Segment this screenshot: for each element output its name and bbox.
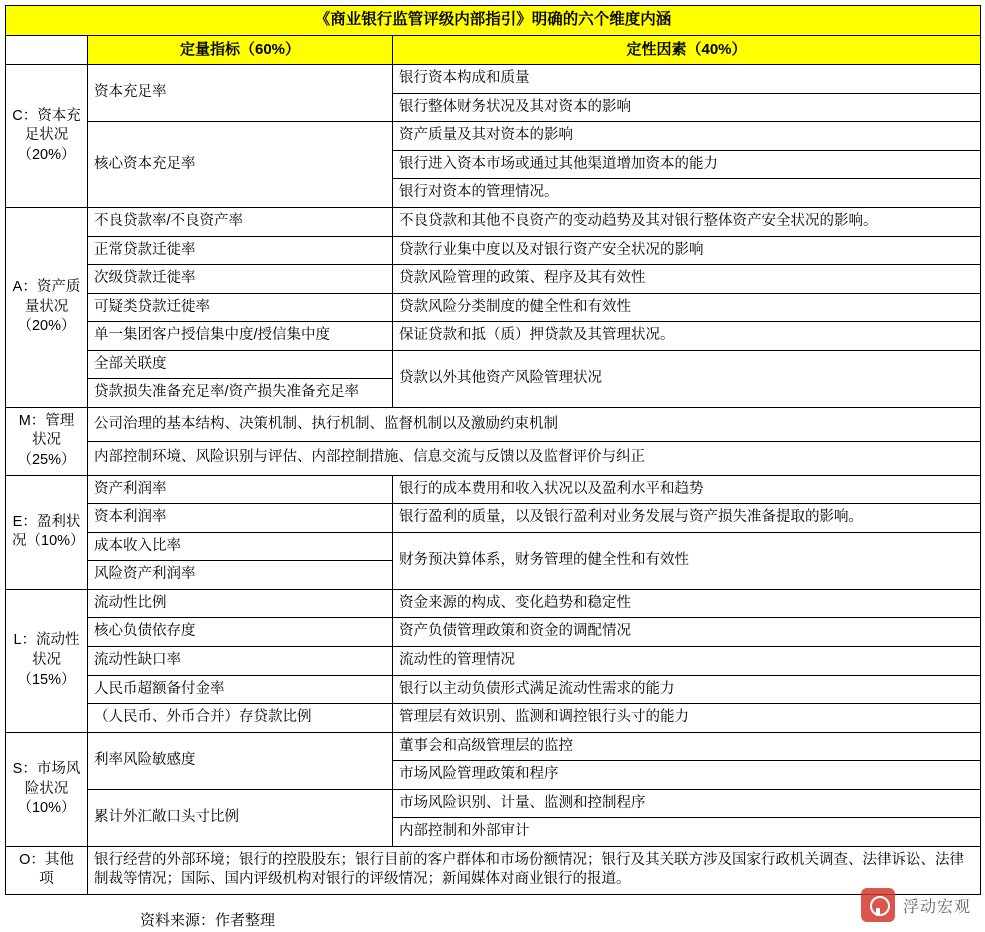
qualitative-factor: 贷款以外其他资产风险管理状况 [393, 350, 981, 407]
table-row [6, 789, 981, 818]
qualitative-factor: 资产负债管理政策和资金的调配情况 [393, 618, 981, 647]
quantitative-indicator: 核心资本充足率 [88, 122, 393, 208]
header-qualitative: 定性因素（40%） [393, 35, 981, 64]
quantitative-indicator: 次级贷款迁徙率 [88, 265, 393, 294]
compass-icon [861, 888, 895, 922]
table-row [6, 704, 981, 733]
table-row [6, 589, 981, 618]
management-factor: 公司治理的基本结构、决策机制、执行机制、监督机制以及激励约束机制 [88, 407, 981, 441]
qualitative-factor: 资金来源的构成、变化趋势和稳定性 [393, 589, 981, 618]
table-row [6, 236, 981, 265]
qualitative-factor: 保证贷款和抵（质）押贷款及其管理状况。 [393, 322, 981, 351]
watermark-text: 浮动宏观 [902, 898, 971, 916]
dimension-label: S：市场风险状况（10%） [6, 732, 88, 846]
quantitative-indicator: 核心负债依存度 [88, 618, 393, 647]
quantitative-indicator: 成本收入比率 [88, 532, 393, 561]
qualitative-factor: 流动性的管理情况 [393, 646, 981, 675]
page-title: 《商业银行监管评级内部指引》明确的六个维度内涵 [6, 6, 981, 36]
other-factor: 银行经营的外部环境；银行的控股股东；银行目前的客户群体和市场份额情况；银行及其关联方涉及国家行政机关调查、法律诉讼、法律制裁等情况；国际、国内评级机构对银行的评级情况；新闻媒体对商业银行的报道。 [88, 846, 981, 894]
quantitative-indicator: 资本利润率 [88, 504, 393, 533]
quantitative-indicator: 流动性缺口率 [88, 646, 393, 675]
dimension-label: A：资产质量状况（20%） [6, 207, 88, 407]
table-title-row [6, 6, 981, 36]
table-row [6, 407, 981, 441]
dimension-label: C：资本充足状况（20%） [6, 65, 88, 208]
quantitative-indicator: 风险资产利润率 [88, 561, 393, 590]
qualitative-factor: 董事会和高级管理层的监控 [393, 732, 981, 761]
dimension-label: O：其他项 [6, 846, 88, 894]
table-row [6, 675, 981, 704]
table-row [6, 532, 981, 561]
table-row [6, 207, 981, 236]
quantitative-indicator: 不良贷款率/不良资产率 [88, 207, 393, 236]
qualitative-factor: 银行资本构成和质量 [393, 65, 981, 94]
qualitative-factor: 银行整体财务状况及其对资本的影响 [393, 93, 981, 122]
quantitative-indicator: 可疑类贷款迁徙率 [88, 293, 393, 322]
qualitative-factor: 贷款风险管理的政策、程序及其有效性 [393, 265, 981, 294]
watermark [861, 888, 971, 922]
dimension-label: M：管理状况（25%） [6, 407, 88, 475]
quantitative-indicator: 贷款损失准备充足率/资产损失准备充足率 [88, 379, 393, 408]
qualitative-factor: 管理层有效识别、监测和调控银行头寸的能力 [393, 704, 981, 733]
quantitative-indicator: 累计外汇敞口头寸比例 [88, 789, 393, 846]
table-row [6, 846, 981, 894]
table-row [6, 322, 981, 351]
table-row [6, 441, 981, 475]
quantitative-indicator: 人民币超额备付金率 [88, 675, 393, 704]
qualitative-factor: 银行进入资本市场或通过其他渠道增加资本的能力 [393, 150, 981, 179]
dimension-label: L：流动性状况（15%） [6, 589, 88, 732]
qualitative-factor: 贷款风险分类制度的健全性和有效性 [393, 293, 981, 322]
qualitative-factor: 市场风险识别、计量、监测和控制程序 [393, 789, 981, 818]
management-factor: 内部控制环境、风险识别与评估、内部控制措施、信息交流与反馈以及监督评价与纠正 [88, 441, 981, 475]
header-dimension [6, 35, 88, 64]
document-page [0, 5, 985, 930]
dimension-label: E：盈利状况（10%） [6, 475, 88, 589]
quantitative-indicator: （人民币、外币合并）存贷款比例 [88, 704, 393, 733]
table-row [6, 122, 981, 151]
quantitative-indicator: 单一集团客户授信集中度/授信集中度 [88, 322, 393, 351]
quantitative-indicator: 全部关联度 [88, 350, 393, 379]
qualitative-factor: 财务预决算体系，财务管理的健全性和有效性 [393, 532, 981, 589]
quantitative-indicator: 流动性比例 [88, 589, 393, 618]
table-row [6, 350, 981, 379]
qualitative-factor: 银行对资本的管理情况。 [393, 179, 981, 208]
qualitative-factor: 市场风险管理政策和程序 [393, 761, 981, 790]
qualitative-factor: 银行盈利的质量，以及银行盈利对业务发展与资产损失准备提取的影响。 [393, 504, 981, 533]
table-row [6, 504, 981, 533]
supervision-rating-table [5, 5, 981, 895]
quantitative-indicator: 利率风险敏感度 [88, 732, 393, 789]
qualitative-factor: 资产质量及其对资本的影响 [393, 122, 981, 151]
qualitative-factor: 不良贷款和其他不良资产的变动趋势及其对银行整体资产安全状况的影响。 [393, 207, 981, 236]
table-header-row [6, 35, 981, 64]
table-row [6, 265, 981, 294]
table-row [6, 618, 981, 647]
table-row [6, 65, 981, 94]
header-quantitative: 定量指标（60%） [88, 35, 393, 64]
quantitative-indicator: 正常贷款迁徙率 [88, 236, 393, 265]
source-note: 资料来源：作者整理 [140, 912, 276, 930]
qualitative-factor: 银行的成本费用和收入状况以及盈利水平和趋势 [393, 475, 981, 504]
quantitative-indicator: 资产利润率 [88, 475, 393, 504]
qualitative-factor: 银行以主动负债形式满足流动性需求的能力 [393, 675, 981, 704]
table-row [6, 475, 981, 504]
table-row [6, 646, 981, 675]
qualitative-factor: 内部控制和外部审计 [393, 818, 981, 847]
table-row [6, 293, 981, 322]
quantitative-indicator: 资本充足率 [88, 65, 393, 122]
table-row [6, 732, 981, 761]
qualitative-factor: 贷款行业集中度以及对银行资产安全状况的影响 [393, 236, 981, 265]
